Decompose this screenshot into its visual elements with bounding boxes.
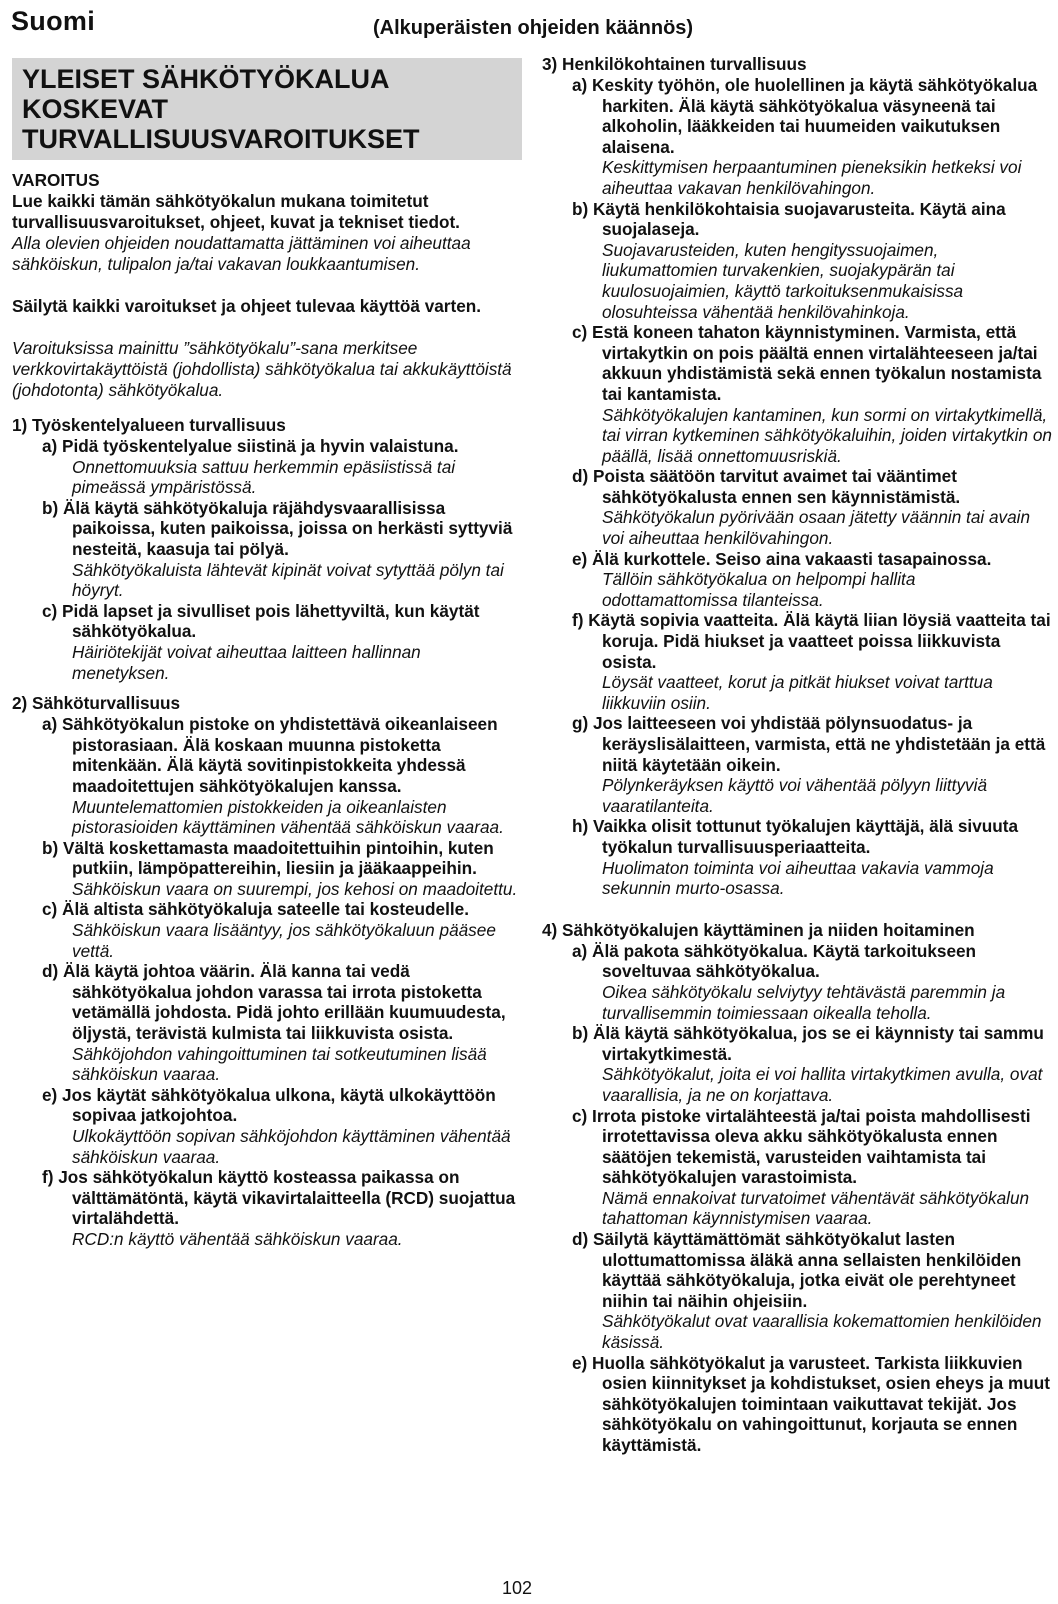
item-note: Ulkokäyttöön sopivan sähköjohdon käyttäminen vähentää sähköiskun vaaraa. [72, 1126, 511, 1167]
list-item [572, 941, 1054, 1023]
item-title: c) Irrota pistoke virtalähteestä ja/tai poista mahdollisesti irrotettavissa oleva akku sähkötyökalusta ennen säätöjen tekemistä, varusteiden vaihtamista tai sähkötyökalujen varastoimista. [572, 1105, 1031, 1188]
list-item [42, 601, 522, 683]
left-column [12, 58, 522, 1250]
list-item [572, 466, 1054, 548]
item-note: Sähkötyökalun pyörivään osaan jätetty väännin tai avain voi aiheuttaa henkilövahingon. [602, 507, 1031, 549]
title-line-2: KOSKEVAT [22, 94, 169, 124]
item-note: Oikea sähkötyökalu selviytyy tehtävästä paremmin ja turvallisemmin toimiessaan oikealla teholla. [602, 981, 1006, 1023]
item-title: b) Älä käytä sähkötyökaluja räjähdysvaarallisissa paikoissa, kuten paikoissa, joissa on herkästi syttyviä nesteitä, kaasuja tai pölyä. [42, 497, 513, 559]
item-title: e) Huolla sähkötyökalut ja varusteet. Tarkista liikkuvien osien kiinnitykset ja kohdistukset, osien eheys ja muut sähkötyökalujen toimintaan vaikuttavat tekijät. Jos sähkötyökalu on vahingoittunut, korjauta se ennen käyttämistä. [572, 1352, 1050, 1455]
item-note: Sähkötyökalut ovat vaarallisia kokemattomien henkilöiden käsissä. [602, 1311, 1042, 1353]
item-note: RCD:n käyttö vähentää sähköiskun vaaraa. [72, 1228, 403, 1249]
title-box [12, 58, 522, 160]
item-note: Tällöin sähkötyökalua on helpompi hallita odottamattomissa tilanteissa. [602, 569, 916, 610]
item-title: d) Älä käytä johtoa väärin. Älä kanna tai vedä sähkötyökalua johdon varassa tai irrota pistoketta vetämällä johdosta. Pidä johto erillään kuumuudesta, öljystä, terävistä kulmista tai liikkuvista osista. [42, 961, 506, 1044]
page-number: 102 [502, 1578, 533, 1598]
item-note: Sähköiskun vaara on suurempi, jos kehosi on maadoitettu. [72, 878, 518, 899]
list-item [42, 838, 522, 900]
list-item [572, 1353, 1054, 1456]
item-title: f) Käytä sopivia vaatteita. Älä käytä liian löysiä vaatteita tai koruja. Pidä hiukset ja vaatteet poissa liikkuvista osista. [572, 610, 1051, 672]
item-note: Huolimaton toiminta voi aiheuttaa vakavia vammoja sekunnin murto-osassa. [602, 857, 994, 899]
list-item [572, 1106, 1054, 1230]
item-title: d) Poista säätöön tarvitut avaimet tai vääntimet sähkötyökalusta ennen sen käynnistämistä. [572, 466, 961, 507]
list-item [42, 1167, 522, 1249]
section-heading: 4) Sähkötyökalujen käyttäminen ja niiden hoitaminen [542, 919, 975, 940]
item-note: Sähkötyökaluista lähtevät kipinät voivat sytyttää pölyn tai höyryt. [72, 559, 504, 601]
section-work-area [12, 415, 522, 683]
item-title: a) Keskity työhön, ole huolellinen ja käytä sähkötyökalua harkiten. Älä käytä sähkötyökalua väsyneenä tai alkoholin, lääkkeiden tai huumeiden vaikutuksen alaisena. [572, 75, 1038, 157]
section-electrical [12, 693, 522, 1249]
item-title: b) Vältä koskettamasta maadoitettuihin pintoihin, kuten putkiin, lämpöpattereihin, liesiin ja jääkaappeihin. [42, 837, 494, 879]
warning-label: VAROITUS [12, 170, 100, 190]
item-title: c) Pidä lapset ja sivulliset pois lähettyviltä, kun käytät sähkötyökalua. [42, 600, 480, 642]
title-line-3: TURVALLISUUSVAROITUKSET [22, 124, 420, 154]
item-title: c) Älä altista sähkötyökaluja sateelle tai kosteudelle. [42, 899, 470, 920]
list-item [572, 75, 1054, 199]
list-item [42, 961, 522, 1085]
item-note: Häiriötekijät voivat aiheuttaa laitteen hallinnan menetyksen. [72, 641, 421, 683]
item-note: Löysät vaatteet, korut ja pitkät hiukset voivat tarttua liikkuviin osiin. [602, 672, 993, 713]
item-note: Muuntelemattomien pistokkeiden ja oikeanlaisten pistorasioiden käyttäminen vähentää sähköiskun vaaraa. [72, 796, 504, 838]
list-item [572, 549, 1054, 611]
section-personal [542, 54, 1054, 899]
warning-text: Lue kaikki tämän sähkötyökalun mukana toimitetut turvallisuusvaroitukset, ohjeet, kuvat ja tekniset tiedot. [12, 191, 460, 232]
list-item [42, 436, 522, 498]
item-note: Sähkötyökalujen kantaminen, kun sormi on virtakytkimellä, tai virran kytkeminen sähkötyökaluihin, joiden virtakytkin on päällä, lisää onnettomuusriskiä. [602, 404, 1052, 466]
title-line-1: YLEISET SÄHKÖTYÖKALUA [22, 64, 390, 94]
item-note: Pölynkeräyksen käyttö voi vähentää pölyyn liittyviä vaaratilanteita. [602, 775, 988, 816]
list-item [42, 899, 522, 961]
item-title: a) Sähkötyökalun pistoke on yhdistettävä oikeanlaiseen pistorasiaan. Älä koskaan muunna pistoketta mitenkään. Älä käytä sovitinpistokkeita yhdessä maadoitettujen sähkötyökalujen kanssa. [42, 714, 498, 796]
item-note: Suojavarusteiden, kuten hengityssuojaimen, liukumattomien turvakenkien, suojakypärän tai kuulosuojaimien, käyttö tarkoituksenmukaisissa olosuhteissa vähentää henkilövahinkoja. [602, 239, 964, 322]
list-item [42, 714, 522, 838]
item-note: Sähköjohdon vahingoittuminen tai sotkeutuminen lisää sähköiskun vaaraa. [72, 1043, 487, 1085]
list-item [572, 199, 1054, 323]
item-title: h) Vaikka olisit tottunut työkalujen käyttäjä, älä sivuuta työkalun turvallisuusperiaatteita. [572, 816, 1019, 857]
item-title: e) Jos käytät sähkötyökalua ulkona, käytä ulkokäyttöön sopivaa jatkojohtoa. [42, 1084, 496, 1126]
language-label: Suomi [11, 6, 96, 36]
term-note: Varoituksissa mainittu ”sähkötyökalu”-sana merkitsee verkkovirtakäyttöistä (johdollista) sähkötyökalua tai akkukäyttöistä (johdotonta) sähkötyökalua. [12, 338, 512, 400]
warning-note: Alla olevien ohjeiden noudattamatta jättäminen voi aiheuttaa sähköiskun, tulipalon ja/tai vakavan loukkaantumisen. [12, 233, 471, 274]
list-item [572, 322, 1054, 466]
right-column [542, 54, 1054, 1456]
item-title: e) Älä kurkottele. Seiso aina vakaasti tasapainossa. [572, 548, 992, 569]
item-title: b) Älä käytä sähkötyökalua, jos se ei käynnisty tai sammu virtakytkimestä. [572, 1023, 1044, 1064]
item-title: c) Estä koneen tahaton käynnistyminen. Varmista, että virtakytkin on pois päältä ennen virtalähteeseen ja/tai akkuun yhdistämistä sekä ennen työkalun nostamista tai kantamista. [572, 322, 1042, 404]
list-item [572, 610, 1054, 713]
list-item [572, 713, 1054, 816]
list-item [572, 1229, 1054, 1353]
item-note: Onnettomuuksia sattuu herkemmin epäsiistissä tai pimeässä ympäristössä. [72, 456, 456, 498]
list-item [42, 1085, 522, 1167]
item-title: a) Pidä työskentelyalue siistinä ja hyvin valaistuna. [42, 436, 459, 456]
translation-note: (Alkuperäisten ohjeiden käännös) [373, 17, 694, 39]
section-tool-use [542, 920, 1054, 1456]
list-item [42, 498, 522, 601]
section-heading: 2) Sähköturvallisuus [12, 693, 181, 714]
item-note: Sähköiskun vaara lisääntyy, jos sähkötyökaluun pääsee vettä. [72, 920, 496, 961]
item-title: d) Säilytä käyttämättömät sähkötyökalut lasten ulottumattomissa äläkä anna sellaisten henkilöiden käyttää sähkötyökaluja, jotka eivät ole perehtyneet niihin tai näihin ohjeisiin. [572, 1229, 1022, 1311]
keep-instructions: Säilytä kaikki varoitukset ja ohjeet tulevaa käyttöä varten. [12, 296, 482, 316]
item-note: Keskittymisen herpaantuminen pieneksikin hetkeksi voi aiheuttaa vakavan henkilövahingon. [602, 157, 1022, 198]
item-title: g) Jos laitteeseen voi yhdistää pölynsuodatus- ja keräyslisälaitteen, varmista, että ne yhdistetään ja että niitä käytetään oikein. [572, 713, 1046, 775]
section-heading: 1) Työskentelyalueen turvallisuus [12, 415, 286, 435]
list-item [572, 816, 1054, 898]
item-title: a) Älä pakota sähkötyökalua. Käytä tarkoitukseen soveltuvaa sähkötyökalua. [572, 940, 977, 982]
item-title: f) Jos sähkötyökalun käyttö kosteassa paikassa on välttämätöntä, käytä vikavirtalaitteella (RCD) suojattua virtalähdettä. [42, 1167, 516, 1229]
list-item [572, 1023, 1054, 1105]
item-title: b) Käytä henkilökohtaisia suojavarusteita. Käytä aina suojalaseja. [572, 198, 1006, 240]
item-note: Nämä ennakoivat turvatoimet vähentävät sähkötyökalun tahattoman käynnistymisen vaaraa. [602, 1187, 1030, 1229]
section-heading: 3) Henkilökohtainen turvallisuus [542, 54, 807, 74]
item-note: Sähkötyökalut, joita ei voi hallita virtakytkimen avulla, ovat vaarallisia, ja ne on korjattava. [602, 1064, 1043, 1105]
